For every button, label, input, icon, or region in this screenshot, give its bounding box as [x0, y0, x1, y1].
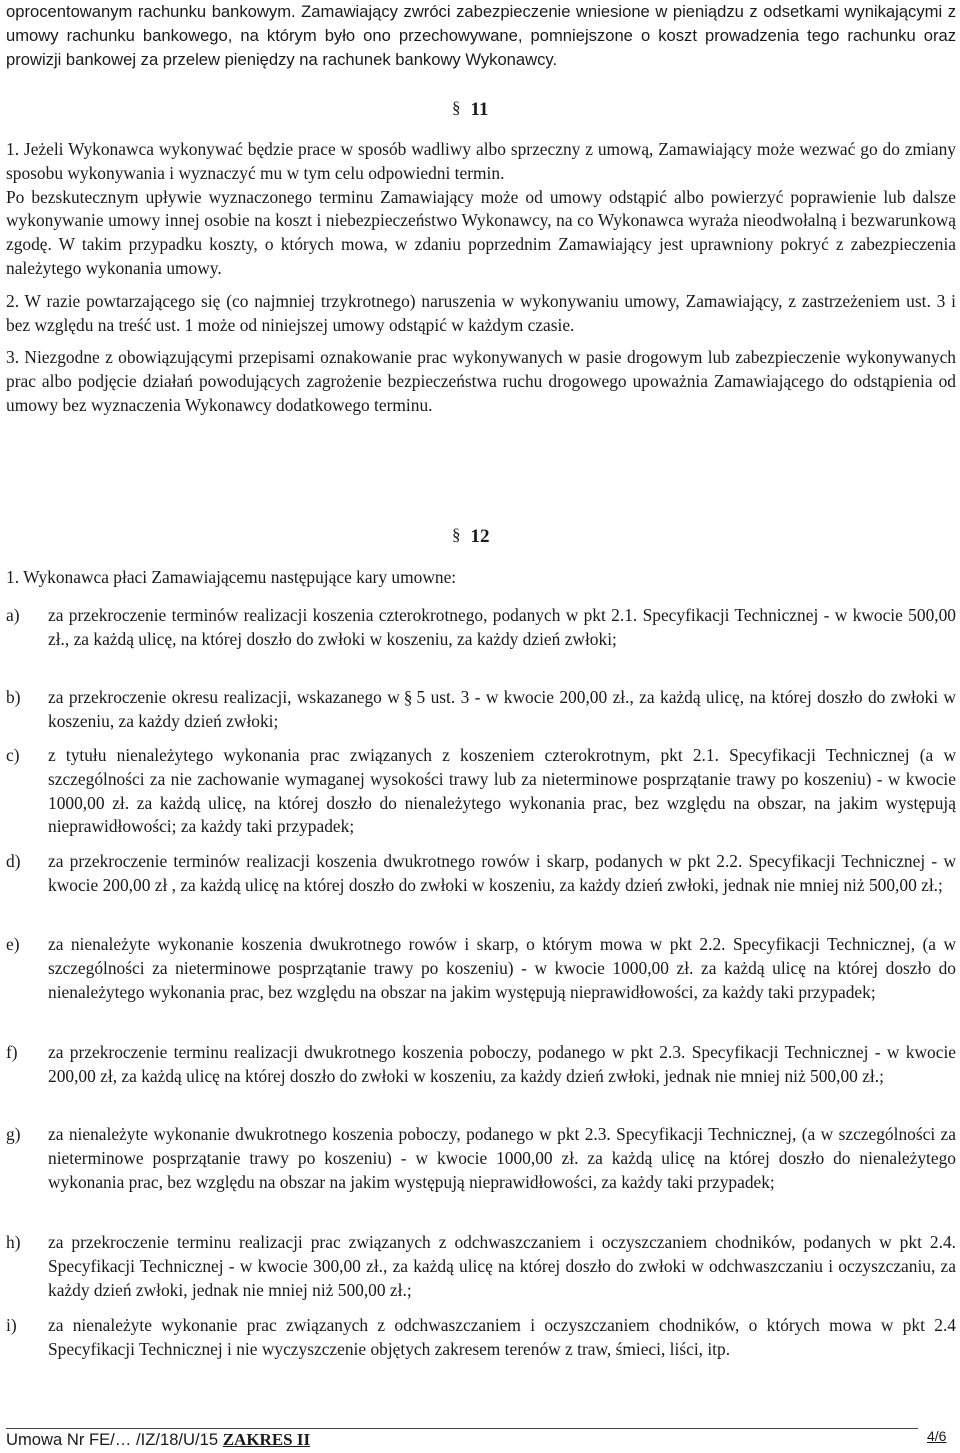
- zakres-label: ZAKRES II: [222, 1430, 311, 1449]
- section-symbol: §: [403, 687, 413, 707]
- penalty-item-h: [6, 1231, 956, 1302]
- penalty-item-a: [6, 604, 956, 652]
- section-11-point-3: 3. Niezgodne z obowiązującymi przepisami oznakowanie prac wykonywanych w pasie drogowym lub zabezpieczenie wykonywanych prac albo podjęcie działań powodujących zagrożenie bezpieczeństwa ruchu drogowego upoważnia Zamawiającego do odstąpienia od umowy bez wyznaczenia Wykonawcy dodatkowego terminu.: [6, 347, 956, 415]
- item-text: za nienależyte wykonanie koszenia dwukrotnego rowów i skarp, o którym mowa w pkt 2.2. Specyfikacji Technicznej, (a w szczególności za nieterminowe posprzątanie trawy po koszeniu) - w kwocie 1000,00 zł. za każdą ulicę na której doszło do nienależytego wykonania prac, bez względu na obszar na jakim występują nieprawidłowości, za każdy taki przypadek;: [48, 934, 956, 1002]
- footer-rule: [6, 1428, 918, 1429]
- item-text: za nienależyte wykonanie dwukrotnego koszenia poboczy, podanego w pkt 2.3. Specyfikacji Technicznej, (a w szczególności za nieterminowe posprzątanie trawy po koszeniu) - w kwocie 1000,00 zł. za każdą ulicę na której doszło do nienależytego wykonania prac, bez względu na obszar na jakim występują nieprawidłowości, za każdy taki przypadek;: [48, 1124, 956, 1192]
- section-11-point-2: 2. W razie powtarzającego się (co najmniej trzykrotnego) naruszenia w wykonywaniu umowy, Zamawiający, z zastrzeżeniem ust. 3 i bez względu na treść ust. 1 może od niniejszej umowy odstąpić w każdym czasie.: [6, 290, 956, 335]
- penalty-item-b: [6, 686, 956, 734]
- penalty-item-c: [6, 744, 956, 839]
- item-text: z tytułu nienależytego wykonania prac związanych z koszeniem czterokrotnym, pkt 2.1. Specyfikacji Technicznej (a w szczególności za nie zachowanie wymaganej wysokości trawy lub za nieterminowe posprzątanie trawy po koszeniu) - w kwocie 1000,00 zł. za każdą ulicę, na której doszło do nienależytego wykonania prac, bez względu na obszar, na jakim występują nieprawidłowości; za każdy taki przypadek;: [48, 745, 956, 837]
- item-text: za przekroczenie terminów realizacji koszenia dwukrotnego rowów i skarp, podanych w pkt 2.2. Specyfikacji Technicznej - w kwocie 200,00 zł , za każdą ulicę na której doszło do zwłoki w koszeniu, za każdy dzień zwłoki, jednak nie mniej niż 500,00 zł.;: [48, 851, 956, 895]
- section-symbol: §: [452, 525, 461, 544]
- item-label: e): [6, 934, 20, 954]
- section-11-point-1-continued: Po bezskutecznym upływie wyznaczonego terminu Zamawiający może od umowy odstąpić albo powierzyć poprawienie lub dalsze wykonywanie umowy innej osobie na koszt i niebezpieczeństwo Wykonawcy, na co Wykonawca wyraża nieodwołalną i bezwarunkową zgodę. W takim przypadku koszty, o których mowa, w zdaniu poprzednim Zamawiający jest uprawniony pokryć z zabezpieczenia należytego wykonania umowy.: [6, 186, 956, 278]
- item-text: za nienależyte wykonanie prac związanych z odchwaszczaniem i oczyszczaniem chodników, o których mowa w pkt 2.4 Specyfikacji Technicznej i nie wyczyszczenie objętych zakresem terenów z traw, śmieci, liści, itp.: [48, 1315, 956, 1359]
- penalty-item-i: [6, 1314, 956, 1362]
- item-text: za przekroczenie okresu realizacji, wskazanego w § 5 ust. 3 - w kwocie 200,00 zł., za każdą ulicę, na której doszło do zwłoki w koszeniu, za każdy dzień zwłoki;: [48, 687, 956, 731]
- section-symbol: §: [452, 98, 461, 117]
- item-label: f): [6, 1042, 18, 1062]
- intro-paragraph: oprocentowanym rachunku bankowym. Zamawiający zwróci zabezpieczenie wniesione w pieniądzu z odsetkami wynikającymi z umowy rachunku bankowego, na którym było ono przechowywane, pomniejszone o koszt prowadzenia tego rachunku oraz prowizji bankowej za przelew pieniędzy na rachunek bankowy Wykonawcy.: [6, 2, 956, 69]
- item-label: i): [6, 1315, 17, 1335]
- penalty-item-g: [6, 1123, 956, 1194]
- item-label: c): [6, 745, 20, 765]
- item-text: za przekroczenie terminu realizacji dwukrotnego koszenia poboczy, podanego w pkt 2.3. Specyfikacji Technicznej - w kwocie 200,00 zł, za każdą ulicę na której doszło do zwłoki w koszeniu, za każdy dzień zwłoki, jednak nie mniej niż 500,00 zł.;: [48, 1042, 956, 1086]
- item-label: b): [6, 687, 21, 707]
- item-label: d): [6, 851, 21, 871]
- section-number: 11: [470, 99, 489, 120]
- penalty-item-f: [6, 1041, 956, 1089]
- page-number: 4/6: [927, 1428, 947, 1444]
- section-11-point-1: 1. Jeżeli Wykonawca wykonywać będzie prace w sposób wadliwy albo sprzeczny z umową, Zamawiający może wezwać go do zmiany sposobu wykonywania i wyznaczyć mu w tym celu odpowiedni termin.: [6, 139, 956, 183]
- section-11-heading: [452, 98, 488, 121]
- penalty-item-d: [6, 850, 956, 898]
- footer-contract-number: [6, 1430, 310, 1450]
- penalty-item-e: [6, 933, 956, 1004]
- section-11-body: [6, 138, 956, 418]
- item-text: za przekroczenie terminów realizacji koszenia czterokrotnego, podanych w pkt 2.1. Specyfikacji Technicznej - w kwocie 500,00 zł., za każdą ulicę, na której doszło do zwłoki w koszeniu, za każdy dzień zwłoki;: [48, 605, 956, 649]
- section-12-heading: [452, 525, 490, 548]
- item-label: a): [6, 605, 20, 625]
- item-label: g): [6, 1124, 21, 1144]
- item-text: za przekroczenie terminu realizacji prac związanych z odchwaszczaniem i oczyszczaniem chodników, podanych w pkt 2.4. Specyfikacji Technicznej - w kwocie 300,00 zł., za każdą ulicę na której doszło do zwłoki w odchwaszczaniu i oczyszczaniu, za każdy dzień zwłoki, jednak nie mniej niż 500,00 zł.;: [48, 1232, 956, 1300]
- item-label: h): [6, 1232, 21, 1252]
- section-12-intro: 1. Wykonawca płaci Zamawiającemu następujące kary umowne:: [6, 567, 457, 587]
- section-number: 12: [470, 526, 490, 547]
- contract-number: Umowa Nr FE/… /IZ/18/U/15: [6, 1430, 223, 1449]
